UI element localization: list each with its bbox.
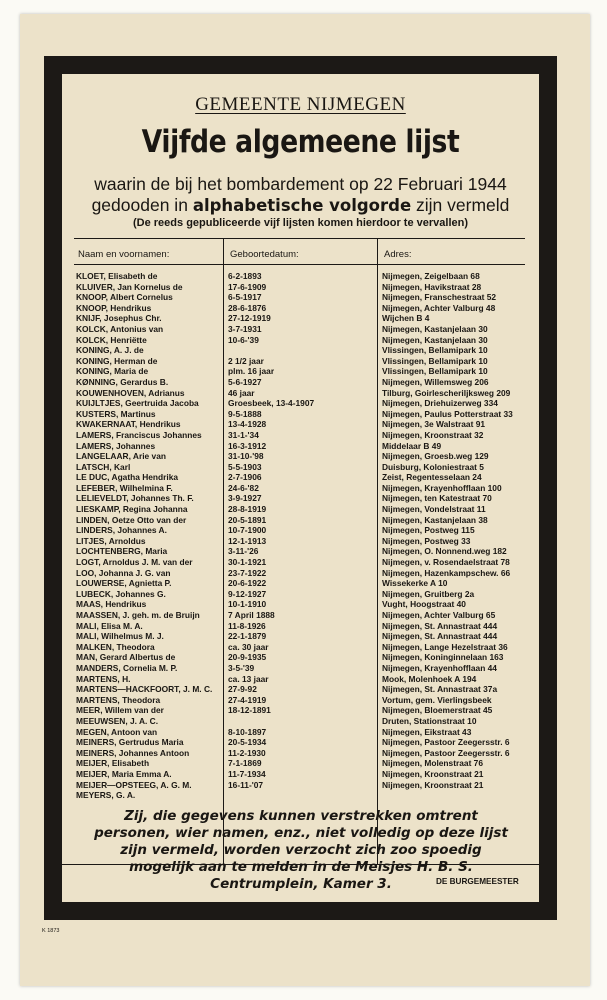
table-row xyxy=(62,674,539,685)
table-row xyxy=(62,303,539,314)
cell-name: KOUWENHOVEN, Adrianus xyxy=(76,387,185,398)
cell-birthdate: 9-5-1888 xyxy=(228,408,262,419)
cell-name: LEFEBER, Wilhelmina F. xyxy=(76,482,173,493)
cell-birthdate: 5-6-1927 xyxy=(228,376,262,387)
cell-birthdate: 27-9-92 xyxy=(228,684,257,695)
cell-birthdate: 28-8-1919 xyxy=(228,504,267,515)
cell-address: Nijmegen, Kroonstraat 32 xyxy=(382,429,484,440)
subtitle-line-2-emphasis: alphabetische volgorde xyxy=(192,196,412,215)
table-row xyxy=(62,599,539,610)
cell-name: KONING, A. J. de xyxy=(76,345,144,356)
cell-birthdate: 11-8-1926 xyxy=(228,620,266,631)
cell-address: Nijmegen, ten Katestraat 70 xyxy=(382,493,492,504)
cell-address: Nijmegen, Achter Valburg 65 xyxy=(382,610,496,620)
cell-birthdate: 8-10-1897 xyxy=(228,726,267,737)
cell-birthdate: 2 1/2 jaar xyxy=(228,355,264,366)
cell-birthdate: 3-9-1927 xyxy=(228,493,262,504)
print-code: K 1873 xyxy=(42,928,60,934)
cell-name: KNIJF, Josephus Chr. xyxy=(76,313,162,324)
cell-name: LIESKAMP, Regina Johanna xyxy=(76,504,188,515)
table-row xyxy=(62,430,539,441)
cell-address: Middelaar B 49 xyxy=(382,440,442,451)
cell-birthdate: 9-12-1927 xyxy=(228,588,267,599)
cell-birthdate: 11-2-1930 xyxy=(228,747,266,758)
cell-birthdate: 10-7-1900 xyxy=(228,525,267,536)
cell-address: Wijchen B 4 xyxy=(382,313,430,324)
table-row xyxy=(62,546,539,557)
cell-address: Druten, Stationstraat 10 xyxy=(382,715,477,726)
cell-name: KUIJLTJES, Geertruida Jacoba xyxy=(76,398,199,409)
table-row xyxy=(62,536,539,547)
cell-address: Nijmegen, St. Annastraat 37a xyxy=(382,684,498,695)
cell-name: KØNNING, Gerardus B. xyxy=(76,376,169,387)
cell-name: LOO, Johanna J. G. van xyxy=(76,567,171,578)
cell-name: MEGEN, Antoon van xyxy=(76,726,158,737)
cell-address: Nijmegen, Kastanjelaan 30 xyxy=(382,323,488,334)
cell-address: Zeist, Regentesselaan 24 xyxy=(382,472,482,483)
table-row xyxy=(62,589,539,600)
cell-name: MANDERS, Cornelia M. P. xyxy=(76,662,178,673)
subtitle-line-2-end: zijn vermeld xyxy=(416,195,510,215)
table-row xyxy=(62,345,539,356)
cell-name: MEINERS, Gertrudus Maria xyxy=(76,737,184,748)
cell-name: LE DUC, Agatha Hendrika xyxy=(76,472,179,483)
municipality-name: GEMEENTE NIJMEGEN xyxy=(195,94,406,115)
table-row xyxy=(62,398,539,409)
cell-name: LITJES, Arnoldus xyxy=(76,535,146,546)
cell-birthdate: 3-11-'26 xyxy=(228,546,259,557)
cell-name: MAAS, Hendrikus xyxy=(76,599,147,610)
cell-address: Nijmegen, 3e Walstraat 91 xyxy=(382,419,486,430)
table-row xyxy=(62,684,539,695)
table-row xyxy=(62,335,539,346)
table-row xyxy=(62,748,539,759)
cell-birthdate: 18-12-1891 xyxy=(228,705,271,716)
cell-birthdate: 7-1-1869 xyxy=(228,758,262,769)
cell-address: Nijmegen, Groesb.weg 129 xyxy=(382,451,489,462)
table-row xyxy=(62,472,539,483)
cell-address: Nijmegen, Paulus Potterstraat 33 xyxy=(382,408,513,419)
cell-birthdate: 16-11-'07 xyxy=(228,779,264,790)
signature: DE BURGEMEESTER xyxy=(436,877,519,886)
cell-name: MALI, Wilhelmus M. J. xyxy=(76,631,164,642)
cell-address: Vlissingen, Bellamipark 10 xyxy=(382,366,488,377)
cell-name: LATSCH, Karl xyxy=(76,461,131,472)
cell-name: KNOOP, Albert Cornelus xyxy=(76,292,173,303)
cell-address: Nijmegen, Vondelstraat 11 xyxy=(382,504,486,515)
cell-birthdate: ca. 30 jaar xyxy=(228,641,269,652)
cell-name: LAMERS, Johannes xyxy=(76,440,156,451)
table-row xyxy=(62,366,539,377)
table-row xyxy=(62,504,539,515)
table-row xyxy=(62,515,539,526)
table-row xyxy=(62,557,539,568)
cell-address: Nijmegen, Pastoor Zeegersstr. 6 xyxy=(382,737,510,748)
cell-name: MEIJER, Maria Emma A. xyxy=(76,768,172,779)
cell-address: Nijmegen, Molenstraat 76 xyxy=(382,758,483,769)
column-header-birthdate: Geboortedatum: xyxy=(230,249,299,260)
cell-address: Nijmegen, Gruitberg 2a xyxy=(382,588,475,599)
cell-name: MAASSEN, J. geh. m. de Bruijn xyxy=(76,610,200,620)
supersede-note: (De reeds gepubliceerde vijf lijsten komen hierdoor te vervallen) xyxy=(133,217,468,229)
cell-name: MEINERS, Johannes Antoon xyxy=(76,747,190,758)
cell-address: Nijmegen, Achter Valburg 48 xyxy=(382,302,496,313)
cell-birthdate: 2-7-1906 xyxy=(228,472,262,483)
cell-name: LAMERS, Franciscus Johannes xyxy=(76,429,202,440)
table-row xyxy=(62,780,539,791)
table-row xyxy=(62,705,539,716)
cell-address: Nijmegen, St. Annastraat 444 xyxy=(382,631,498,642)
table-row xyxy=(62,271,539,282)
cell-birthdate: 6-5-1917 xyxy=(228,292,262,303)
cell-birthdate: 13-4-1928 xyxy=(228,419,267,430)
cell-address: Wissekerke A 10 xyxy=(382,578,448,589)
cell-birthdate: 10-1-1910 xyxy=(228,599,267,610)
table-row xyxy=(62,282,539,293)
cell-birthdate: 3-5-'39 xyxy=(228,662,255,673)
table-row xyxy=(62,525,539,536)
cell-address: Nijmegen, O. Nonnend.weg 182 xyxy=(382,546,507,557)
column-header-address: Adres: xyxy=(384,249,412,260)
cell-name: MEIJER, Elisabeth xyxy=(76,758,150,769)
table-top-rule xyxy=(74,238,525,239)
cell-birthdate: 10-6-'39 xyxy=(228,334,259,345)
table-row xyxy=(62,409,539,420)
cell-address: Nijmegen, Kastanjelaan 38 xyxy=(382,514,488,525)
table-row xyxy=(62,621,539,632)
table-row xyxy=(62,716,539,727)
cell-birthdate: 24-6-'82 xyxy=(228,482,259,493)
cell-address: Nijmegen, Pastoor Zeegersstr. 6 xyxy=(382,747,510,758)
table-row xyxy=(62,451,539,462)
table-row xyxy=(62,695,539,706)
column-header-name: Naam en voornamen: xyxy=(78,249,170,260)
cell-name: LOGT, Arnoldus J. M. van der xyxy=(76,557,193,568)
cell-birthdate: 20-5-1891 xyxy=(228,514,267,525)
poster-content xyxy=(62,74,539,902)
cell-name: LINDERS, Johannes A. xyxy=(76,525,167,536)
cell-name: KLUIVER, Jan Kornelus de xyxy=(76,281,183,292)
cell-address: Nijmegen, Krayenhofflaan 100 xyxy=(382,482,502,493)
cell-birthdate: 20-9-1935 xyxy=(228,652,267,663)
cell-address: Nijmegen, Franschestraat 52 xyxy=(382,292,497,303)
cell-address: Nijmegen, Bloemerstraat 45 xyxy=(382,705,493,716)
table-row xyxy=(62,631,539,642)
cell-address: Nijmegen, St. Annastraat 444 xyxy=(382,620,498,631)
footer-notice: Zij, die gegevens kunnen verstrekken omtrent personen, wier namen, enz., niet volledig op deze lijst zijn vermeld, worden verzocht zich zoo spoedig mogelijk aan te melden in de Meisjes H. B. S. Centrumplein, Kamer 3. xyxy=(94,808,508,892)
table-row xyxy=(62,610,539,621)
cell-address: Nijmegen, Zeigelbaan 68 xyxy=(382,271,480,281)
cell-address: Duisburg, Koloniestraat 5 xyxy=(382,461,484,472)
cell-name: KUSTERS, Martinus xyxy=(76,408,156,419)
cell-address: Nijmegen, Kroonstraat 21 xyxy=(382,768,484,779)
cell-birthdate: 23-7-1922 xyxy=(228,567,267,578)
cell-address: Nijmegen, Hazenkampschew. 66 xyxy=(382,567,511,578)
cell-birthdate: 11-7-1934 xyxy=(228,768,266,779)
cell-name: KNOOP, Hendrikus xyxy=(76,302,152,313)
cell-birthdate: 31-1-'34 xyxy=(228,429,259,440)
cell-name: KOLCK, Henriëtte xyxy=(76,334,147,345)
cell-name: MEYERS, G. A. xyxy=(76,790,136,801)
cell-name: LELIEVELDT, Johannes Th. F. xyxy=(76,493,194,504)
cell-birthdate: 6-2-1893 xyxy=(228,271,262,281)
cell-address: Vortum, gem. Vierlingsbeek xyxy=(382,694,492,705)
cell-address: Nijmegen, Postweg 115 xyxy=(382,525,475,536)
cell-address: Vlissingen, Bellamipark 10 xyxy=(382,355,488,366)
cell-birthdate: 46 jaar xyxy=(228,387,255,398)
victims-table-body xyxy=(62,271,539,801)
table-row xyxy=(62,769,539,780)
cell-birthdate: ca. 13 jaar xyxy=(228,673,269,684)
table-row xyxy=(62,324,539,335)
cell-name: LINDEN, Oetze Otto van der xyxy=(76,514,187,525)
table-row xyxy=(62,568,539,579)
cell-birthdate: 28-6-1876 xyxy=(228,302,267,313)
cell-name: LOUWERSE, Agnietta P. xyxy=(76,578,172,589)
cell-name: MARTENS, Theodora xyxy=(76,694,161,705)
table-row xyxy=(62,356,539,367)
cell-address: Nijmegen, Koninginnelaan 163 xyxy=(382,652,504,663)
cell-birthdate: 3-7-1931 xyxy=(228,323,262,334)
cell-address: Vlissingen, Bellamipark 10 xyxy=(382,345,488,356)
cell-birthdate: 20-6-1922 xyxy=(228,578,267,589)
cell-address: Nijmegen, Willemsweg 206 xyxy=(382,376,489,387)
cell-birthdate: 16-3-1912 xyxy=(228,440,267,451)
table-row xyxy=(62,483,539,494)
cell-address: Nijmegen, Kroonstraat 21 xyxy=(382,779,484,790)
subtitle-line-2 xyxy=(62,195,539,216)
cell-name: LOCHTENBERG, Maria xyxy=(76,546,168,557)
cell-address: Tilburg, Goirlescheriljksweg 209 xyxy=(382,387,511,398)
cell-name: MARTENS, H. xyxy=(76,673,131,684)
table-row xyxy=(62,790,539,801)
table-row xyxy=(62,441,539,452)
cell-birthdate: 5-5-1903 xyxy=(228,461,262,472)
cell-name: KLOET, Elisabeth de xyxy=(76,271,158,281)
cell-address: Nijmegen, v. Rosendaelstraat 78 xyxy=(382,557,510,568)
page-title: Vijfde algemeene lijst xyxy=(141,124,460,160)
subtitle-line-2-start: gedooden in xyxy=(91,195,188,215)
table-row xyxy=(62,388,539,399)
cell-name: KONING, Maria de xyxy=(76,366,149,377)
cell-name: KONING, Herman de xyxy=(76,355,158,366)
table-row xyxy=(62,419,539,430)
cell-birthdate: 20-5-1934 xyxy=(228,737,267,748)
cell-name: MALI, Elisa M. A. xyxy=(76,620,143,631)
cell-address: Nijmegen, Havikstraat 28 xyxy=(382,281,482,292)
cell-address: Nijmegen, Postweg 33 xyxy=(382,535,471,546)
table-row xyxy=(62,313,539,324)
cell-name: MEIJER—OPSTEEG, A. G. M. xyxy=(76,779,192,790)
cell-birthdate: 12-1-1913 xyxy=(228,535,267,546)
cell-address: Nijmegen, Krayenhofflaan 44 xyxy=(382,662,497,673)
table-row xyxy=(62,377,539,388)
cell-name: MEEUWSEN, J. A. C. xyxy=(76,715,159,726)
table-row xyxy=(62,758,539,769)
cell-birthdate: plm. 16 jaar xyxy=(228,366,275,377)
table-row xyxy=(62,727,539,738)
cell-name: MAN, Gerard Albertus de xyxy=(76,652,176,663)
cell-name: KWAKERNAAT, Hendrikus xyxy=(76,419,181,430)
table-row xyxy=(62,578,539,589)
cell-name: MEER, Willem van der xyxy=(76,705,164,716)
cell-name: MALKEN, Theodora xyxy=(76,641,155,652)
table-row xyxy=(62,737,539,748)
table-row xyxy=(62,642,539,653)
table-row xyxy=(62,493,539,504)
table-row xyxy=(62,462,539,473)
table-row xyxy=(62,652,539,663)
table-row xyxy=(62,292,539,303)
cell-birthdate: Groesbeek, 13-4-1907 xyxy=(228,398,315,409)
cell-name: LANGELAAR, Arie van xyxy=(76,451,166,462)
cell-birthdate: 27-12-1919 xyxy=(228,313,271,324)
cell-name: LUBECK, Johannes G. xyxy=(76,588,166,599)
cell-birthdate: 31-10-'98 xyxy=(228,451,264,462)
cell-address: Mook, Molenhoek A 194 xyxy=(382,673,477,684)
cell-birthdate: 27-4-1919 xyxy=(228,694,267,705)
cell-birthdate: 30-1-1921 xyxy=(228,557,267,568)
cell-address: Nijmegen, Eikstraat 43 xyxy=(382,726,472,737)
cell-name: MARTENS—HACKFOORT, J. M. C. xyxy=(76,684,213,695)
cell-birthdate: 22-1-1879 xyxy=(228,631,267,642)
cell-address: Vught, Hoogstraat 40 xyxy=(382,599,466,610)
cell-address: Nijmegen, Lange Hezelstraat 36 xyxy=(382,641,508,652)
cell-address: Nijmegen, Driehuizerweg 334 xyxy=(382,398,498,409)
cell-birthdate: 7 April 1888 xyxy=(228,610,275,620)
table-header-rule xyxy=(74,264,525,265)
cell-address: Nijmegen, Kastanjelaan 30 xyxy=(382,334,488,345)
cell-birthdate: 17-6-1909 xyxy=(228,281,267,292)
table-row xyxy=(62,663,539,674)
subtitle-line-1: waarin de bij het bombardement op 22 Februari 1944 xyxy=(94,174,507,194)
cell-name: KOLCK, Antonius van xyxy=(76,323,164,334)
